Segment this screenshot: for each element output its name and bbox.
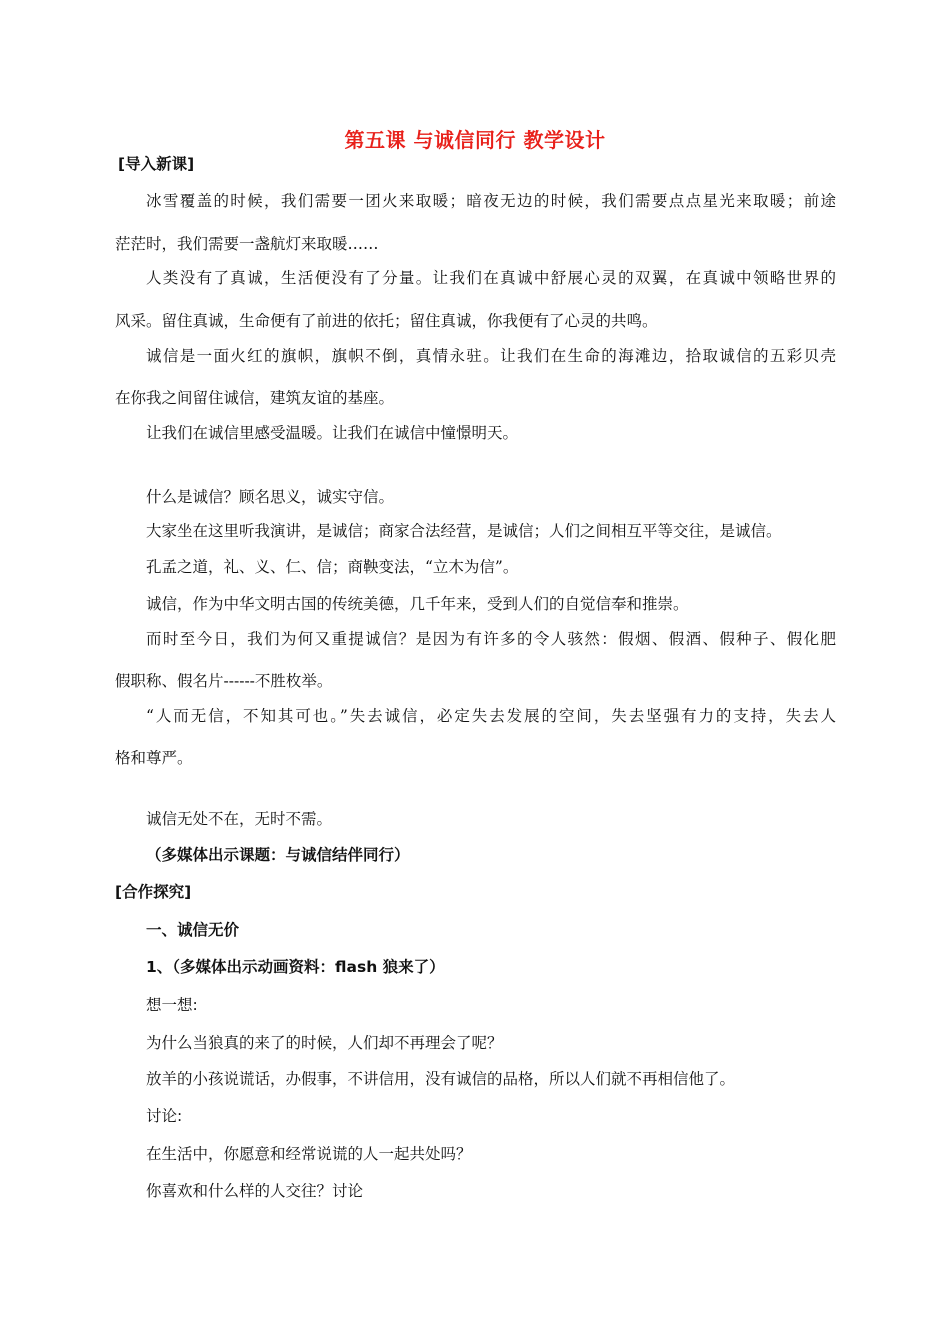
body-line-5: 而时至今日，我们为何又重提诚信？是因为有许多的令人骇然：假烟、假酒、假种子、假化肥 <box>146 630 836 648</box>
body-line-6: 假职称、假名片------不胜枚举。 <box>115 672 333 690</box>
discuss-label: 讨论: <box>146 1107 183 1125</box>
intro-line-4: 风采。留住真诚，生命便有了前进的依托；留住真诚，你我便有了心灵的共鸣。 <box>115 312 658 330</box>
item-1-heading: 1、（多媒体出示动画资料：flash 狼来了） <box>146 958 445 976</box>
section-1-heading: 一、诚信无价 <box>146 921 240 939</box>
body-line-2: 大家坐在这里听我演讲，是诚信；商家合法经营，是诚信；人们之间相互平等交往，是诚信。 <box>146 522 782 540</box>
intro-line-2: 茫茫时，我们需要一盏航灯来取暖…… <box>115 235 379 253</box>
body-line-3: 孔孟之道，礼、义、仁、信；商鞅变法，“立木为信”。 <box>146 558 519 576</box>
document-title: 第五课 与诚信同行 教学设计 <box>344 128 606 152</box>
body-line-1: 什么是诚信？顾名思义，诚实守信。 <box>146 488 395 506</box>
think-question: 为什么当狼真的来了的时候，人们却不再理会了呢？ <box>146 1034 503 1052</box>
think-label: 想一想: <box>146 996 198 1014</box>
intro-line-6: 在你我之间留住诚信，建筑友谊的基座。 <box>115 389 395 407</box>
intro-line-1: 冰雪覆盖的时候，我们需要一团火来取暖；暗夜无边的时候，我们需要点点星光来取暖；前途 <box>146 192 836 210</box>
discuss-question-1: 在生活中，你愿意和经常说谎的人一起共处吗？ <box>146 1145 472 1163</box>
body-line-7: “人而无信，不知其可也。”失去诚信，必定失去发展的空间，失去坚强有力的支持，失去人 <box>146 707 836 725</box>
body-line-8: 格和尊严。 <box>115 749 193 767</box>
multimedia-topic: （多媒体出示课题：与诚信结伴同行） <box>146 846 410 864</box>
explore-heading: [合作探究] <box>115 883 192 901</box>
discuss-question-2: 你喜欢和什么样的人交往？讨论 <box>146 1182 364 1200</box>
think-answer: 放羊的小孩说谎话，办假事，不讲信用，没有诚信的品格，所以人们就不再相信他了。 <box>146 1070 736 1088</box>
intro-line-5: 诚信是一面火红的旗帜，旗帜不倒，真情永驻。让我们在生命的海滩边，拾取诚信的五彩贝壳 <box>146 347 836 365</box>
intro-heading: [导入新课] <box>118 155 195 173</box>
intro-line-7: 让我们在诚信里感受温暖。让我们在诚信中憧憬明天。 <box>146 424 519 442</box>
body-line-9: 诚信无处不在，无时不需。 <box>146 810 333 828</box>
body-line-4: 诚信，作为中华文明古国的传统美德，几千年来，受到人们的自觉信奉和推崇。 <box>146 595 689 613</box>
intro-line-3: 人类没有了真诚，生活便没有了分量。让我们在真诚中舒展心灵的双翼，在真诚中领略世界的 <box>146 269 836 287</box>
